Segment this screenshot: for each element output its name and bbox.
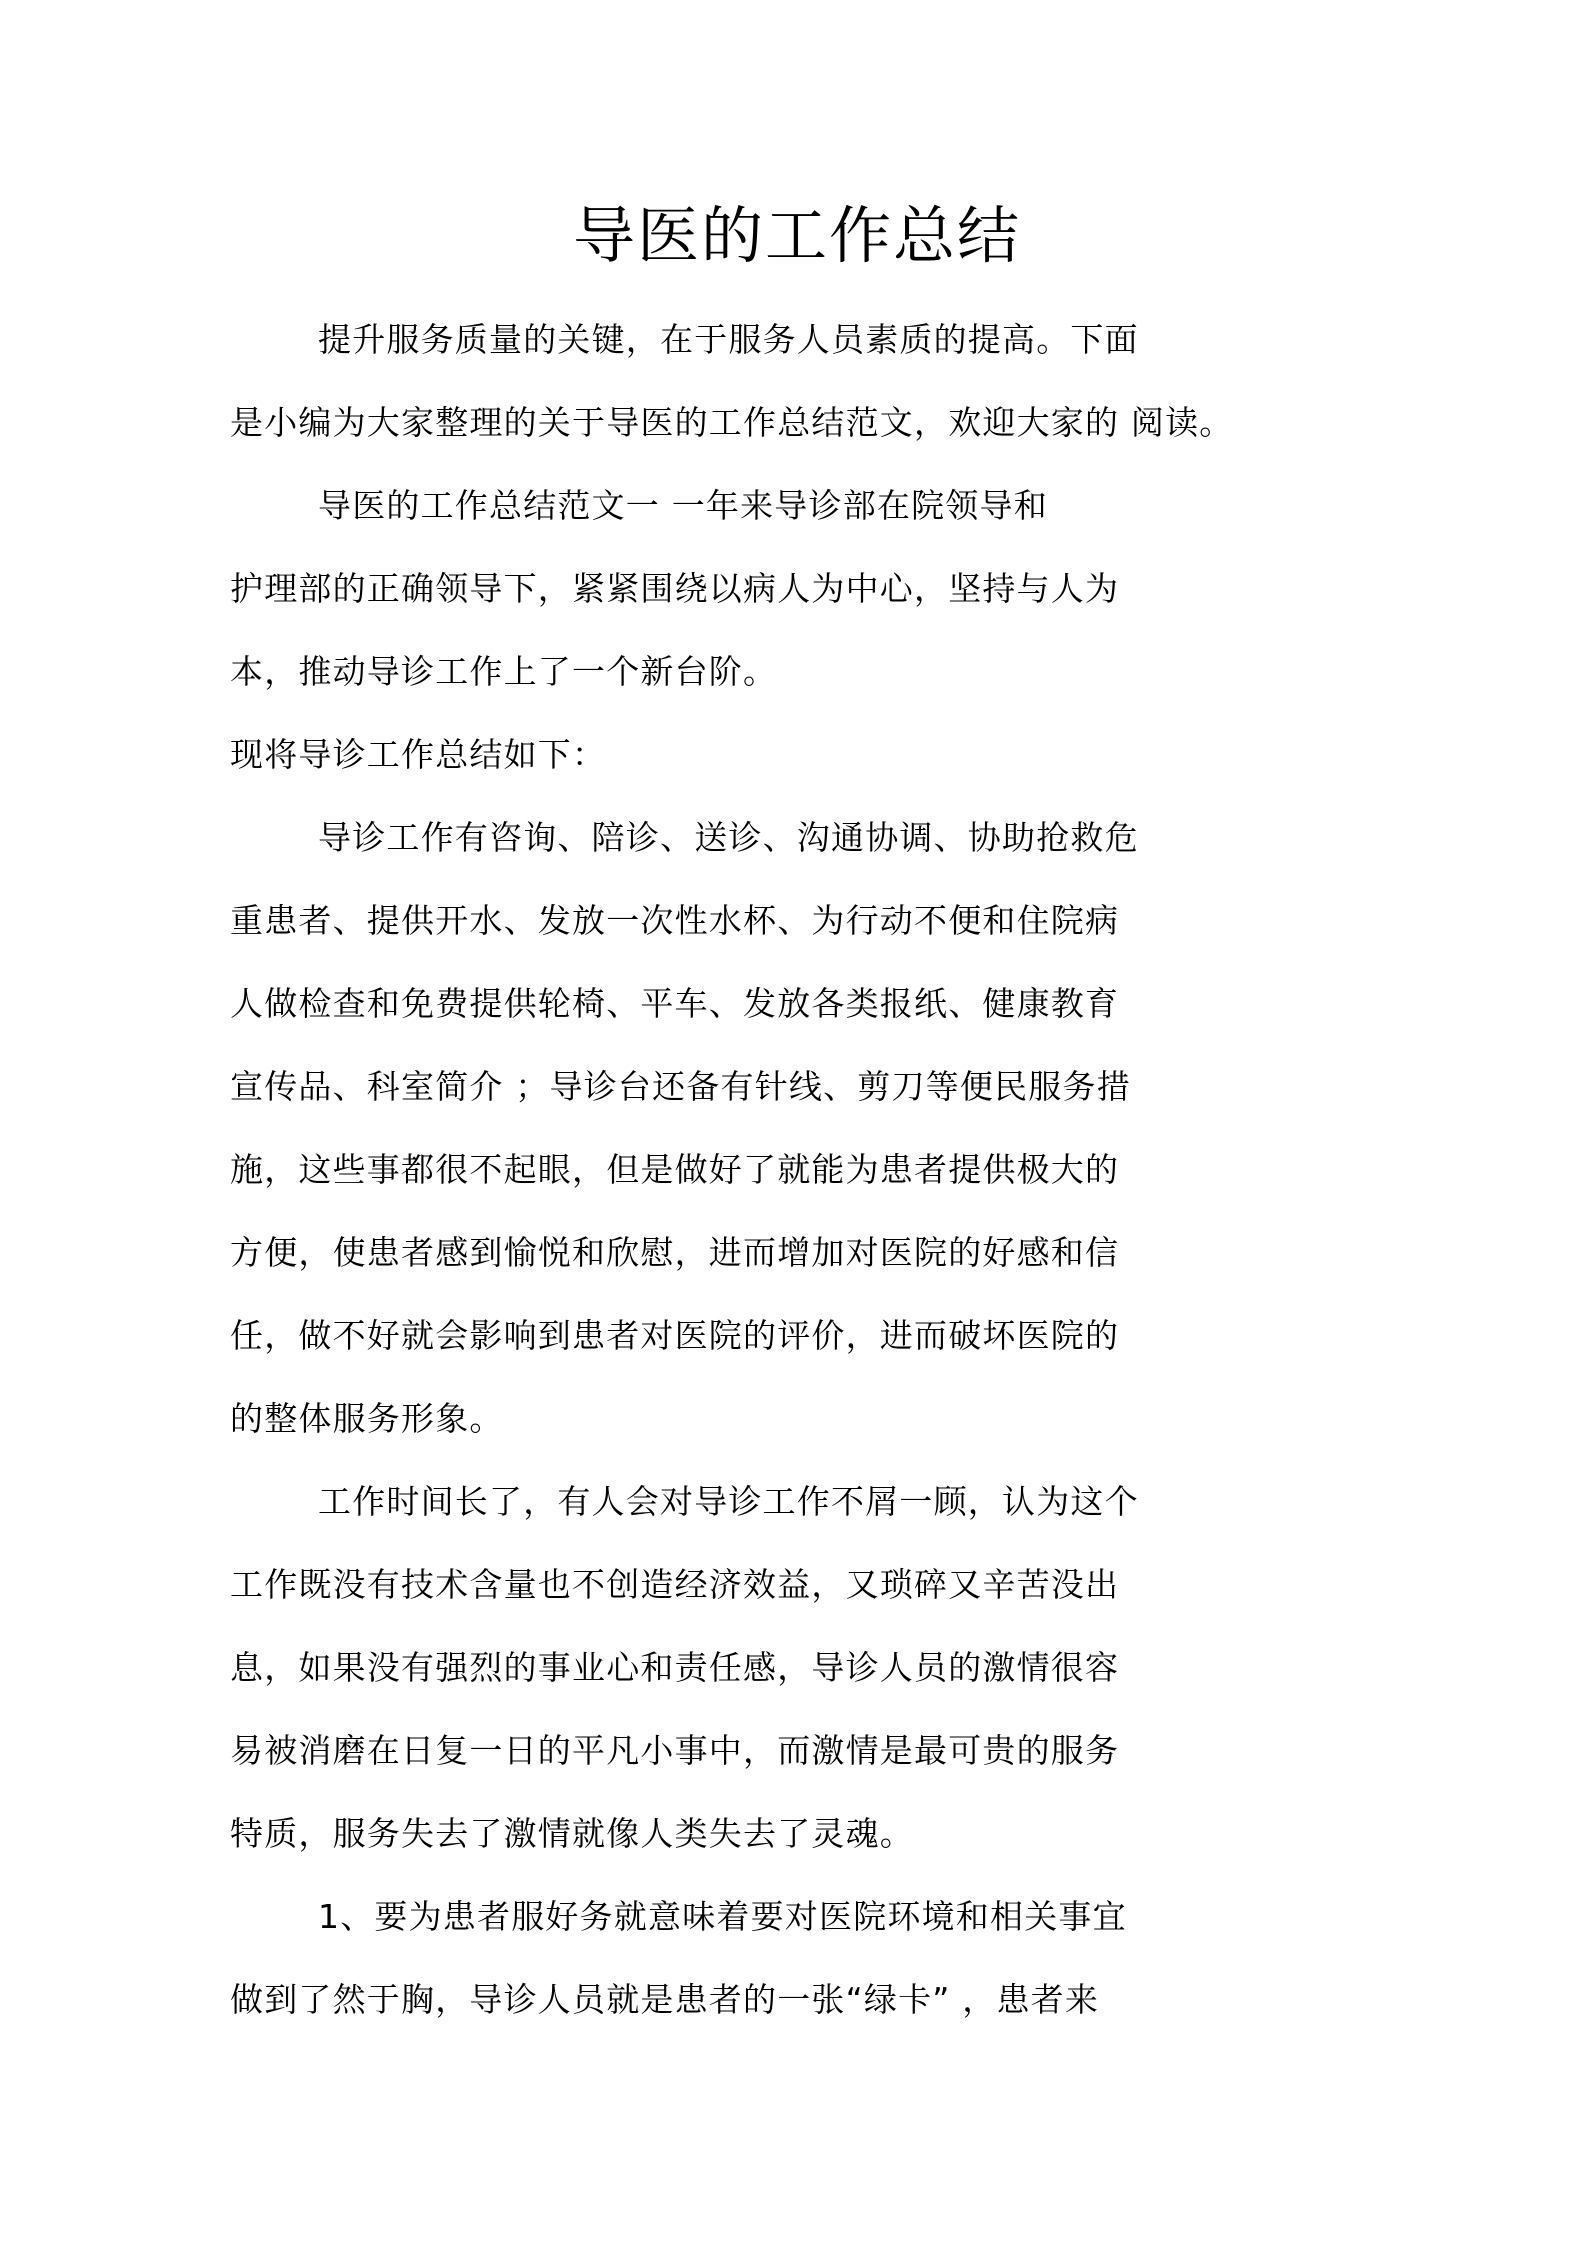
body-line: 1、要为患者服好务就意味着要对医院环境和相关事宜 — [318, 1897, 1127, 1936]
body-line: 方便，使患者感到愉悦和欣慰，进而增加对医院的好感和信 — [230, 1233, 1120, 1272]
body-line: 易被消磨在日复一日的平凡小事中，而激情是最可贵的服务 — [230, 1731, 1120, 1770]
body-line: 本，推动导诊工作上了一个新台阶。 — [230, 652, 778, 691]
body-line: 施，这些事都很不起眼，但是做好了就能为患者提供极大的 — [230, 1150, 1120, 1189]
body-line: 息，如果没有强烈的事业心和责任感，导诊人员的激情很容 — [230, 1648, 1120, 1687]
body-line: 导诊工作有咨询、陪诊、送诊、沟通协调、协助抢救危 — [318, 818, 1139, 857]
body-line: 提升服务质量的关键，在于服务人员素质的提高。下面 — [318, 320, 1139, 359]
body-line: 重患者、提供开水、发放一次性水杯、为行动不便和住院病 — [230, 901, 1120, 940]
body-line: 导医的工作总结范文一 一年来导诊部在院领导和 — [318, 486, 1048, 525]
document-title: 导医的工作总结 — [572, 199, 1021, 272]
body-line: 工作既没有技术含量也不创造经济效益，又琐碎又辛苦没出 — [230, 1565, 1120, 1604]
body-line: 是小编为大家整理的关于导医的工作总结范文，欢迎大家的 阅读。 — [230, 403, 1234, 442]
body-line: 做到了然于胸，导诊人员就是患者的一张“绿卡” ，患者来 — [230, 1980, 1100, 2019]
body-line: 任，做不好就会影响到患者对医院的评价，进而破坏医院的 — [230, 1316, 1120, 1355]
body-line: 护理部的正确领导下，紧紧围绕以病人为中心，坚持与人为 — [230, 569, 1120, 608]
body-line: 工作时间长了，有人会对导诊工作不屑一顾，认为这个 — [318, 1482, 1139, 1521]
body-line: 现将导诊工作总结如下： — [230, 735, 607, 774]
body-line: 特质，服务失去了激情就像人类失去了灵魂。 — [230, 1814, 914, 1853]
body-line: 的整体服务形象。 — [230, 1399, 504, 1438]
body-line: 人做检查和免费提供轮椅、平车、发放各类报纸、健康教育 — [230, 984, 1120, 1023]
body-line: 宣传品、科室简介 ；导诊台还备有针线、剪刀等便民服务措 — [230, 1067, 1131, 1106]
